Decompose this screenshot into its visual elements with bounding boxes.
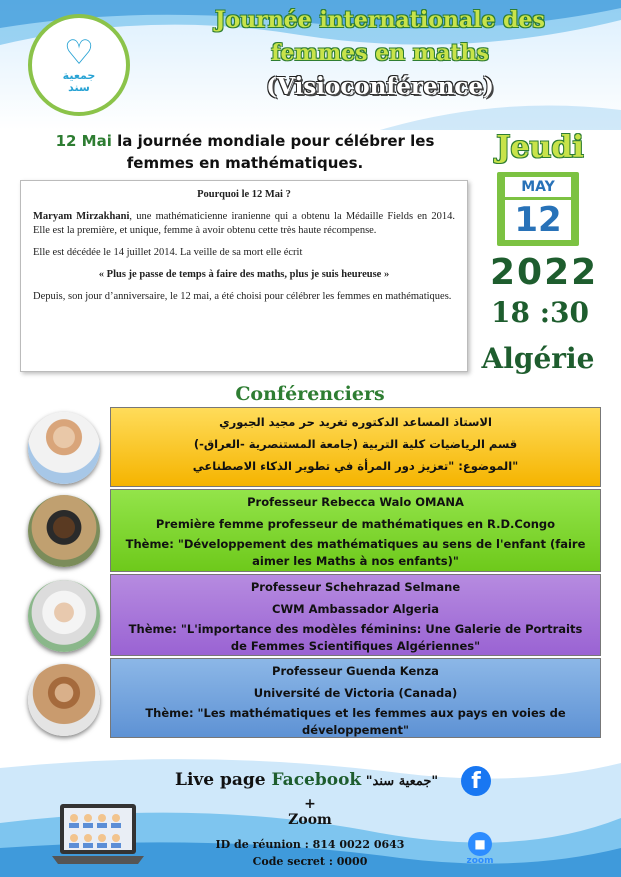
event-year: 2022 [490, 252, 599, 293]
speakers-heading: Conférenciers [235, 383, 385, 405]
event-country: Algérie [481, 342, 595, 375]
event-weekday: Jeudi [496, 130, 584, 165]
speaker-1-name: الاستاذ المساعد الدكتوره تغريد حر مجيد الجبوري [219, 415, 492, 429]
title-line-2: femmes en maths [271, 40, 489, 66]
intro-highlight: 12 Mai [55, 132, 112, 150]
quote-box-para-1 [33, 210, 455, 238]
speaker-card-1 [110, 407, 601, 487]
mirzakhani-quote: « Plus je passe de temps à faire des maths, plus je suis heureuse » [98, 269, 390, 280]
association-logo [28, 14, 130, 116]
mirzakhani-name: Maryam Mirzakhani [33, 211, 130, 222]
speaker-card-4 [110, 658, 601, 738]
speaker-4-name: Professeur Guenda Kenza [272, 664, 439, 678]
intro-text [30, 130, 460, 174]
speaker-photo-4 [28, 664, 100, 736]
facebook-icon[interactable]: f [461, 766, 491, 796]
speaker-3-name: Professeur Schehrazad Selmane [250, 580, 461, 594]
quote-box [20, 180, 468, 372]
title-line-1: Journée internationale des [215, 7, 545, 33]
zoom-camera-icon: ■ [468, 832, 492, 856]
speaker-photo-1 [28, 412, 100, 484]
zoom-icon-label: zoom [466, 856, 494, 866]
logo-text-line1: جمعية [62, 69, 96, 82]
calendar-month: MAY [505, 177, 571, 197]
facebook-label: Facebook [271, 770, 362, 790]
facebook-live-line [175, 770, 475, 790]
intro-text-2: femmes en mathématiques. [126, 154, 364, 172]
speaker-1-theme: الموضوع: "تعزيز دور المرأة في تطوير الذكاء الاصطناعي" [192, 459, 519, 473]
speaker-2-theme: Thème: "Développement des mathématiques au sens de l'enfant (faire aimer les Maths à nos enfants)" [125, 537, 586, 568]
speaker-1-affiliation: قسم الرياضيات كلية التربية (جامعة المستنصرية -العراق-) [193, 437, 518, 451]
quote-box-para-3: Depuis, son jour d’anniversaire, le 12 mai, a été choisi pour célébrer les femmes en mathématiques. [33, 291, 452, 302]
plus-sign: + [304, 796, 316, 812]
calendar-day: 12 [505, 200, 571, 240]
logo-text-line2: سند [68, 81, 90, 94]
speaker-2-affiliation: Première femme professeur de mathématiques en R.D.Congo [155, 517, 556, 531]
speaker-photo-2 [28, 495, 100, 567]
intro-text-1: la journée mondiale pour célébrer les [111, 132, 435, 150]
speaker-photo-3 [28, 580, 100, 652]
speaker-4-affiliation: Université de Victoria (Canada) [253, 686, 458, 700]
speaker-3-theme: Thème: "L'importance des modèles féminins: Une Galerie de Portraits de Femmes Scientifiques Algériennes" [128, 622, 583, 653]
title-line-3: (Visioconférence) [266, 73, 494, 100]
speaker-card-2 [110, 489, 601, 572]
laptop-video-call-icon [48, 800, 148, 870]
secret-code: Code secret : 0000 [252, 855, 368, 868]
speaker-3-affiliation: CWM Ambassador Algeria [272, 602, 439, 616]
event-time: 18 :30 [490, 296, 589, 329]
quote-box-title: Pourquoi le 12 Mai ? [197, 189, 291, 200]
facebook-page-name: "جمعية سند" [361, 774, 439, 789]
speaker-card-3 [110, 574, 601, 656]
heart-hands-icon: ♡ [63, 33, 95, 73]
speaker-2-name: Professeur Rebecca Walo OMANA [247, 495, 464, 509]
zoom-label: Zoom [288, 812, 332, 828]
calendar-icon [497, 172, 579, 246]
meeting-id: ID de réunion : 814 0022 0643 [215, 838, 405, 851]
quote-box-para-1-text: , une mathématicienne iranienne qui a obtenu la Médaille Fields en 2014. Elle est la première, et unique, femme à avoir obtenu cette très haute récompense. [33, 211, 456, 236]
live-prefix: Live page [175, 770, 272, 790]
page-title [150, 4, 610, 103]
quote-box-para-2: Elle est décédée le 14 juillet 2014. La veille de sa mort elle écrit [33, 247, 303, 258]
speaker-4-theme: Thème: "Les mathématiques et les femmes aux pays en voies de développement" [145, 706, 566, 737]
zoom-icon[interactable] [462, 832, 498, 866]
